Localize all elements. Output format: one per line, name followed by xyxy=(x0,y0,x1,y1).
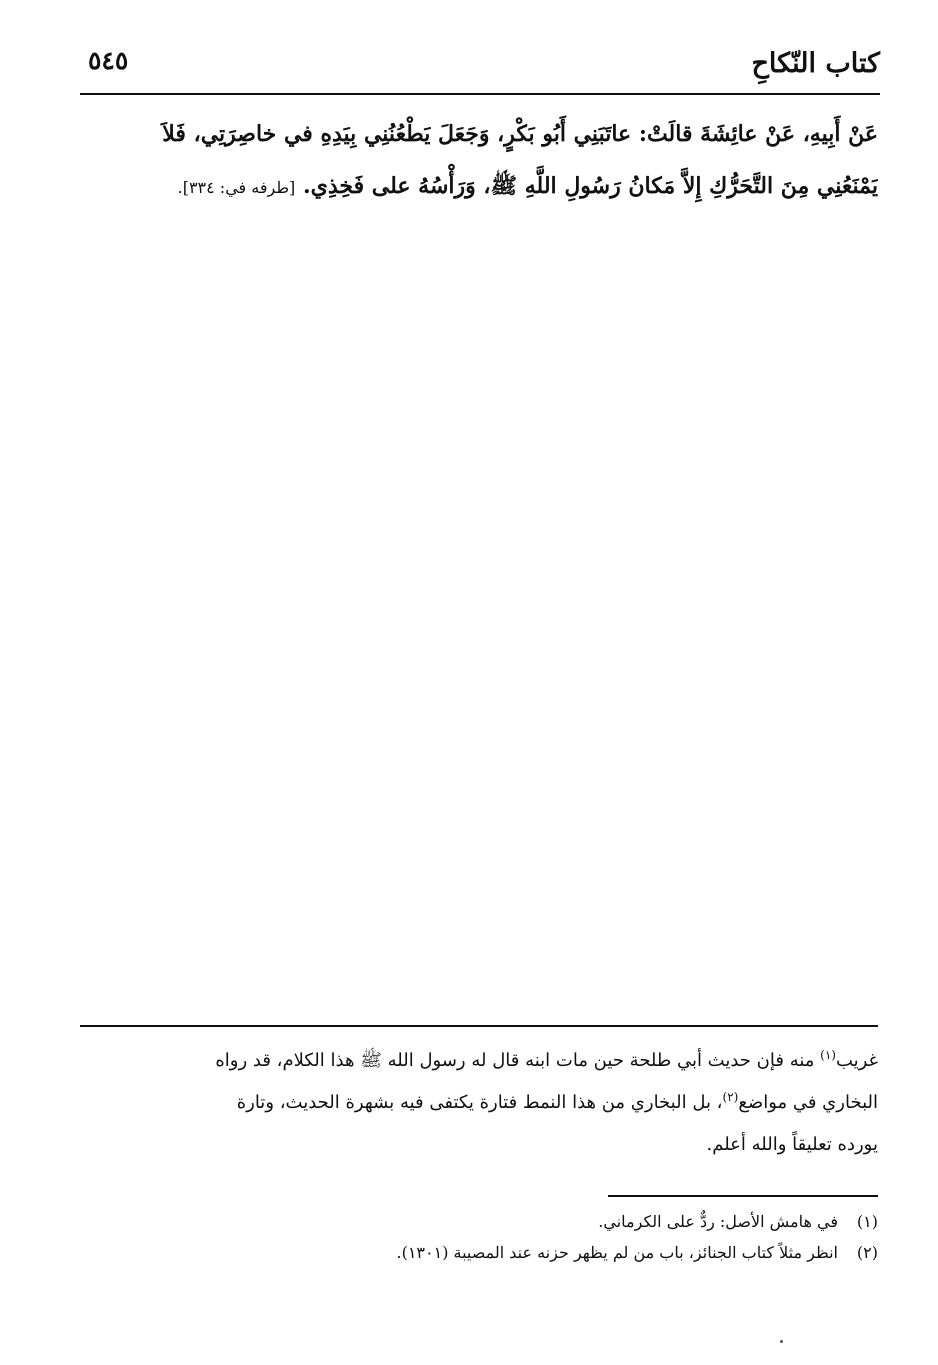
page-number: ٥٤٥ xyxy=(88,46,129,75)
footnote-ref-2: (٢) xyxy=(722,1090,739,1104)
commentary-text: ، بل البخاري من هذا النمط فتارة يكتفى فيه بشهرة الحديث، وتارة xyxy=(236,1092,723,1113)
hadith-line-1: عَنْ أَبِيهِ، عَنْ عائِشَةَ قالَتْ: عاتَبَنِي أَبُو بَكْرٍ، وَجَعَلَ يَطْعُنُنِي بِيَدِهِ في خاصِرَتِي، فَلاَ xyxy=(162,121,878,147)
commentary-text: البخاري في مواضع xyxy=(738,1092,878,1113)
commentary-block xyxy=(80,1040,878,1166)
footnotes xyxy=(80,1206,878,1268)
commentary-line-2 xyxy=(80,1082,878,1124)
footnote-text: انظر مثلاً كتاب الجنائز، باب من لم يظهر حزنه عند المصيبة (١٣٠١). xyxy=(396,1243,838,1262)
hadith-line-2-text: يَمْنَعُنِي مِنَ التَّحَرُّكِ إِلاَّ مَكانُ رَسُولِ اللَّهِ ﷺ، وَرَأْسُهُ على فَخِذِي. xyxy=(302,173,878,199)
hadith-line-2 xyxy=(80,160,878,214)
footnote-text: في هامش الأصل: ردٌّ على الكرماني. xyxy=(598,1212,838,1231)
header-divider xyxy=(80,93,880,95)
footnote-divider xyxy=(608,1195,878,1197)
footnote-number: (٢) xyxy=(856,1243,878,1262)
scan-speck xyxy=(780,1340,783,1343)
hadith-text xyxy=(80,108,878,214)
cross-reference: [طرفه في: ٣٣٤]. xyxy=(177,178,296,197)
commentary-text: منه فإن حديث أبي طلحة حين مات ابنه قال له رسول الله ﷺ هذا الكلام، قد رواه xyxy=(215,1050,821,1071)
chapter-title: كتاب النّكاحِ xyxy=(751,48,880,79)
footnote-number: (١) xyxy=(856,1212,878,1231)
commentary-line-1 xyxy=(80,1040,878,1082)
commentary-line-3: يورده تعليقاً والله أعلم. xyxy=(706,1134,878,1155)
commentary-text: غريب xyxy=(835,1050,878,1071)
footnote-item xyxy=(80,1206,878,1237)
footnote-ref-1: (١) xyxy=(820,1048,836,1062)
commentary-divider xyxy=(80,1025,878,1027)
footnote-item xyxy=(80,1237,878,1268)
